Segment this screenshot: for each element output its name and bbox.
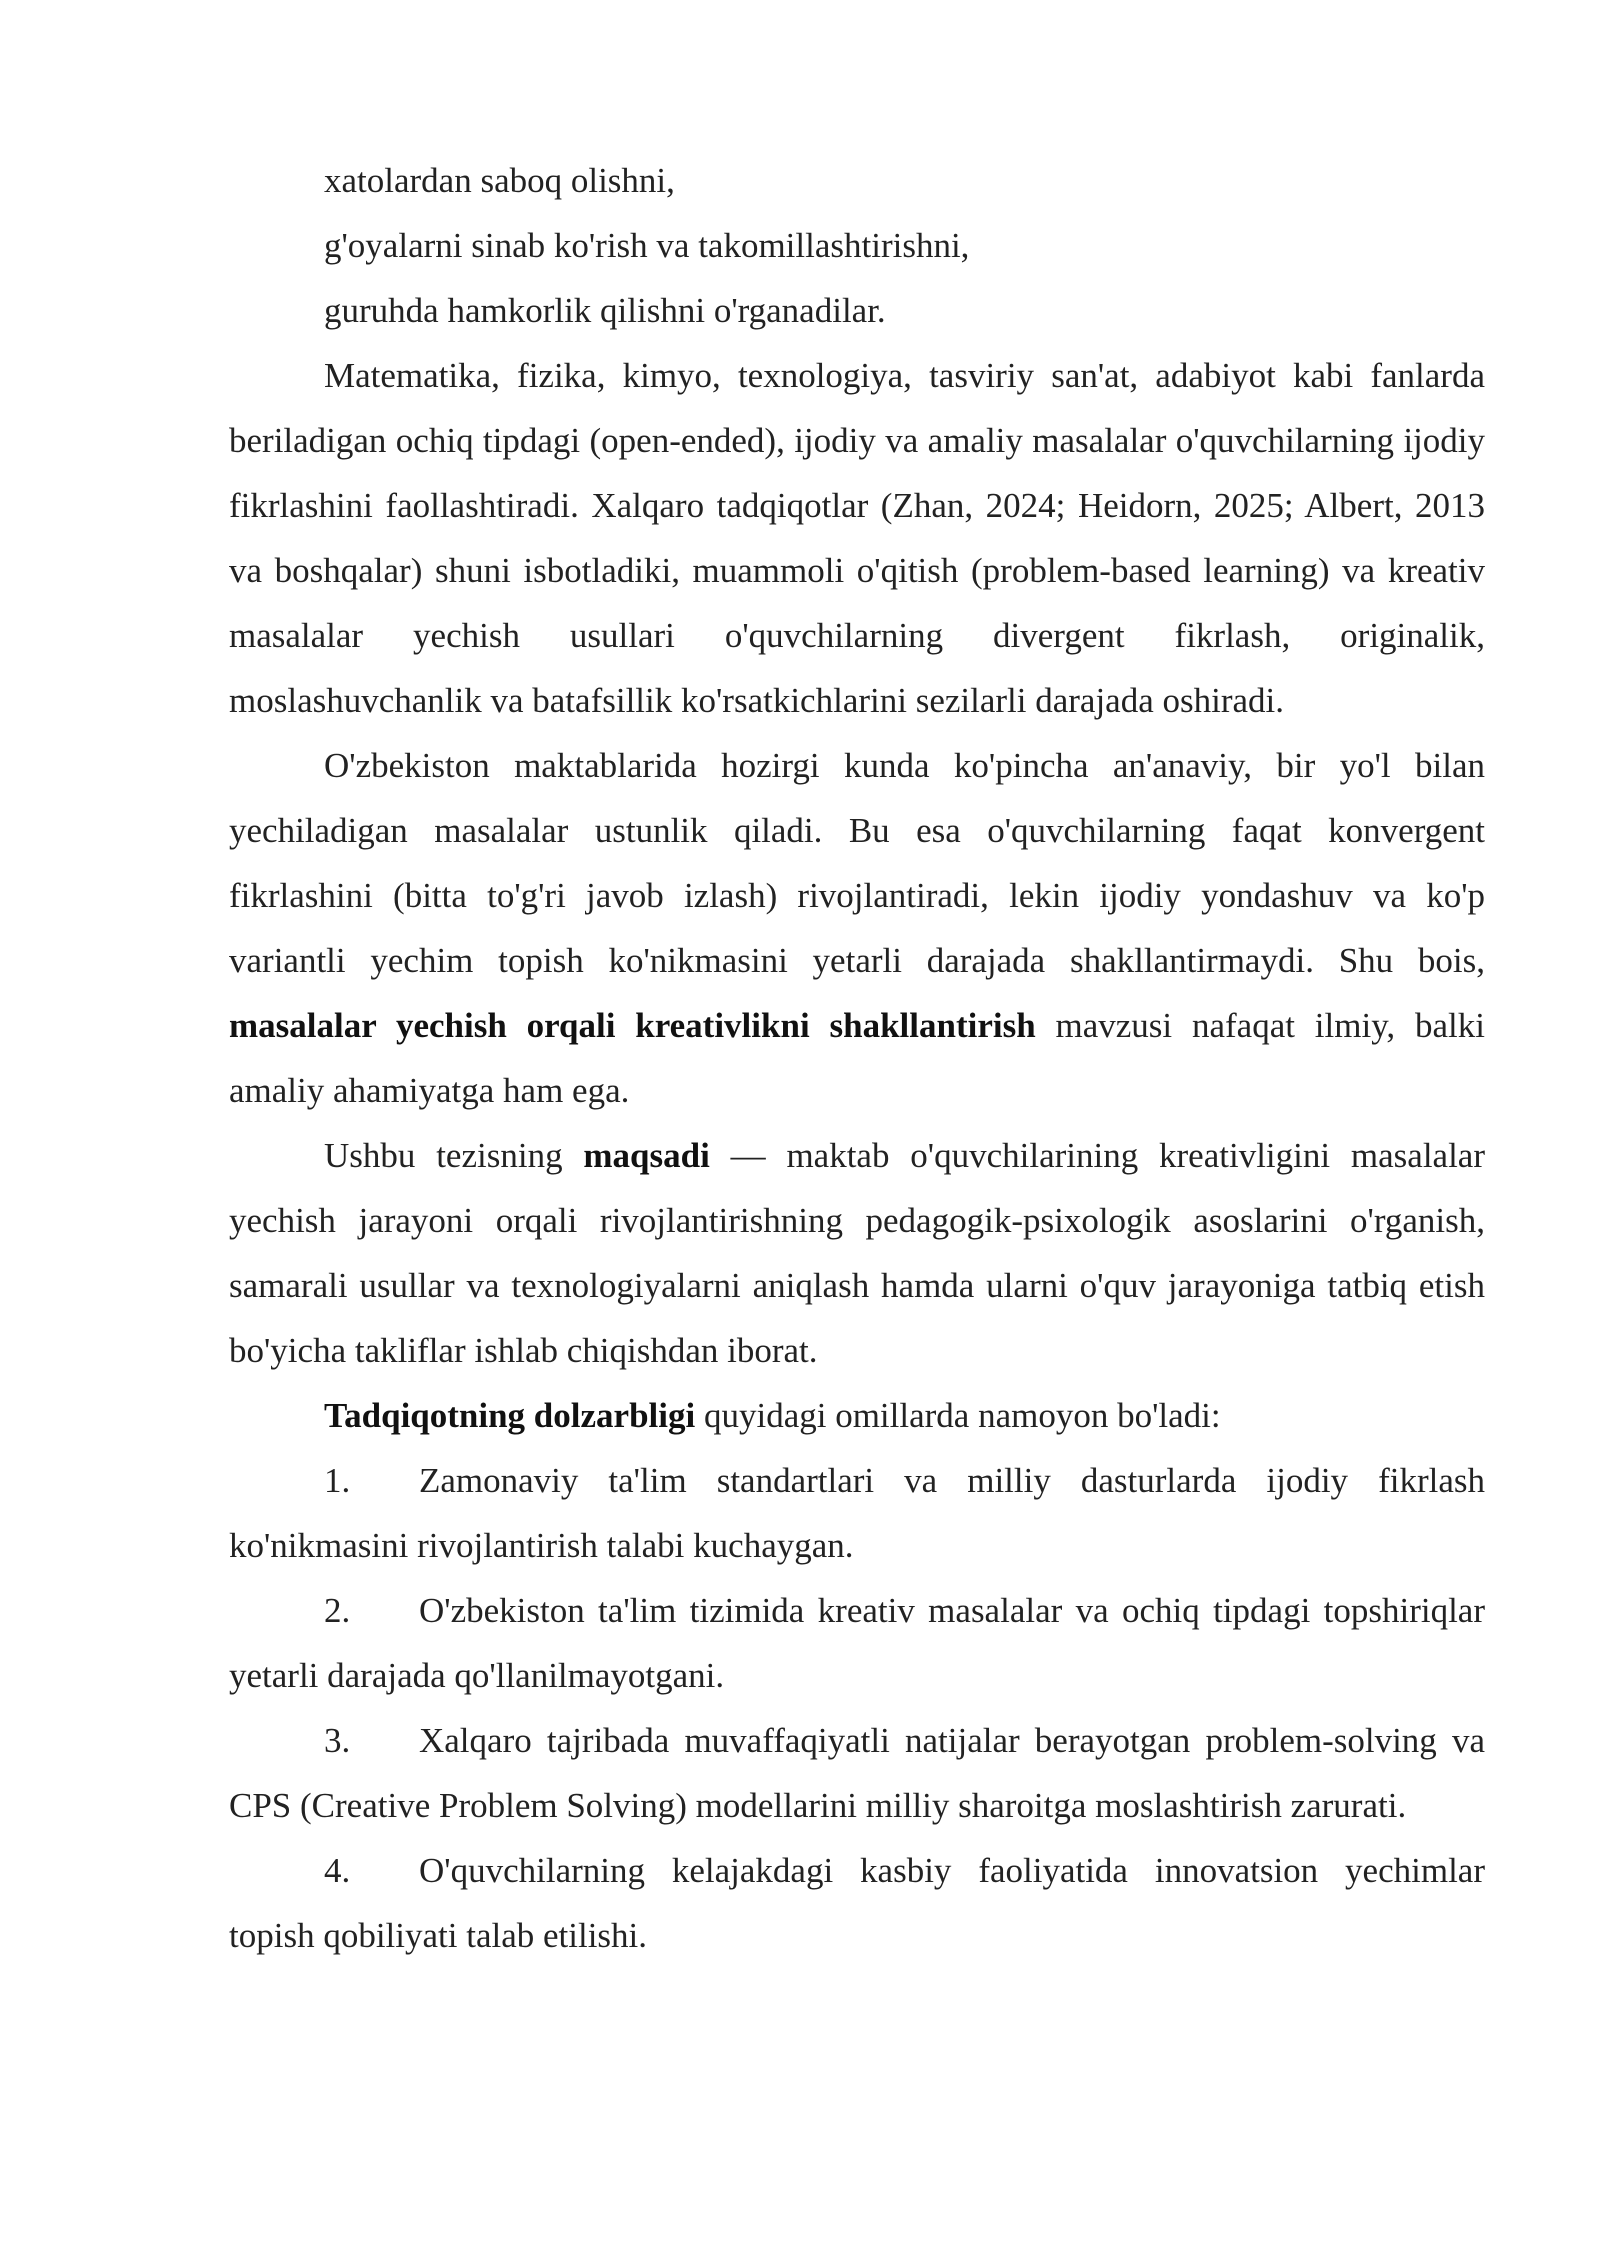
intro-line: g'oyalarni sinab ko'rish va takomillashtirishni,: [324, 226, 970, 265]
paragraph-goal: [229, 1123, 1485, 1383]
list-item: [229, 1448, 1485, 1578]
list-text: O'zbekiston ta'lim tizimida kreativ masalalar va ochiq tipdagi topshiriqlar yetarli darajada qo'llanilmayotgani.: [229, 1591, 1485, 1695]
paragraph-text: quyidagi omillarda namoyon bo'ladi:: [695, 1396, 1221, 1435]
list-number: 1.: [324, 1461, 351, 1500]
list-text: Zamonaviy ta'lim standartlari va milliy dasturlarda ijodiy fikrlash ko'nikmasini rivojlantirish talabi kuchaygan.: [229, 1461, 1485, 1565]
list-text: Xalqaro tajribada muvaffaqiyatli natijalar berayotgan problem-solving va CPS (Creative Problem Solving) modellarini milliy sharoitga moslashtirish zarurati.: [229, 1721, 1485, 1825]
document-page: [229, 148, 1485, 1968]
relevance-emphasis: Tadqiqotning dolzarbligi: [324, 1396, 696, 1435]
goal-emphasis: maqsadi: [583, 1136, 710, 1175]
paragraph-uzbek-schools: [229, 733, 1485, 1123]
list-number: 2.: [324, 1591, 351, 1630]
paragraph-creative-tasks: Matematika, fizika, kimyo, texnologiya, tasviriy san'at, adabiyot kabi fanlarda beriladigan ochiq tipdagi (open-ended), ijodiy va amaliy masalalar o'quvchilarning ijodiy fikrlashini faollashtiradi. Xalqaro tadqiqotlar (Zhan, 2024; Heidorn, 2025; Albert, 2013 va boshqalar) shuni isbotladiki, muammoli o'qitish (problem-based learning) va kreativ masalalar yechish usullari o'quvchilarning divergent fikrlash, originalik, moslashuvchanlik va batafsillik ko'rsatkichlarini sezilarli darajada oshiradi.: [229, 356, 1485, 720]
paragraph-relevance: [229, 1383, 1485, 1448]
list-item: [229, 1708, 1485, 1838]
intro-line: xatolardan saboq olishni,: [324, 161, 675, 200]
list-number: 3.: [324, 1721, 351, 1760]
paragraph-text: — maktab o'quvchilarining kreativligini masalalar yechish jarayoni orqali rivojlantirishning pedagogik-psixologik asoslarini o'rganish, samarali usullar va texnologiyalarni aniqlash hamda ularni o'quv jarayoniga tatbiq etish bo'yicha takliflar ishlab chiqishdan iborat.: [229, 1136, 1485, 1370]
paragraph-text: O'zbekiston maktablarida hozirgi kunda ko'pincha an'anaviy, bir yo'l bilan yechiladigan masalalar ustunlik qiladi. Bu esa o'quvchilarning faqat konvergent fikrlashini (bitta to'g'ri javob izlash) rivojlantiradi, lekin ijodiy yondashuv va ko'p variantli yechim topish ko'nikmasini yetarli darajada shakllantirmaydi. Shu bois,: [229, 746, 1485, 980]
intro-line: guruhda hamkorlik qilishni o'rganadilar.: [324, 291, 886, 330]
paragraph-text: mavzusi nafaqat ilmiy, balki amaliy ahamiyatga ham ega.: [229, 1006, 1485, 1110]
topic-emphasis: masalalar yechish orqali kreativlikni shakllantirish: [229, 1006, 1036, 1045]
list-text: O'quvchilarning kelajakdagi kasbiy faoliyatida innovatsion yechimlar topish qobiliyati talab etilishi.: [229, 1851, 1485, 1955]
list-item: [229, 1578, 1485, 1708]
paragraph-text: Ushbu tezisning: [324, 1136, 584, 1175]
list-number: 4.: [324, 1851, 351, 1890]
list-item: [229, 1838, 1485, 1968]
